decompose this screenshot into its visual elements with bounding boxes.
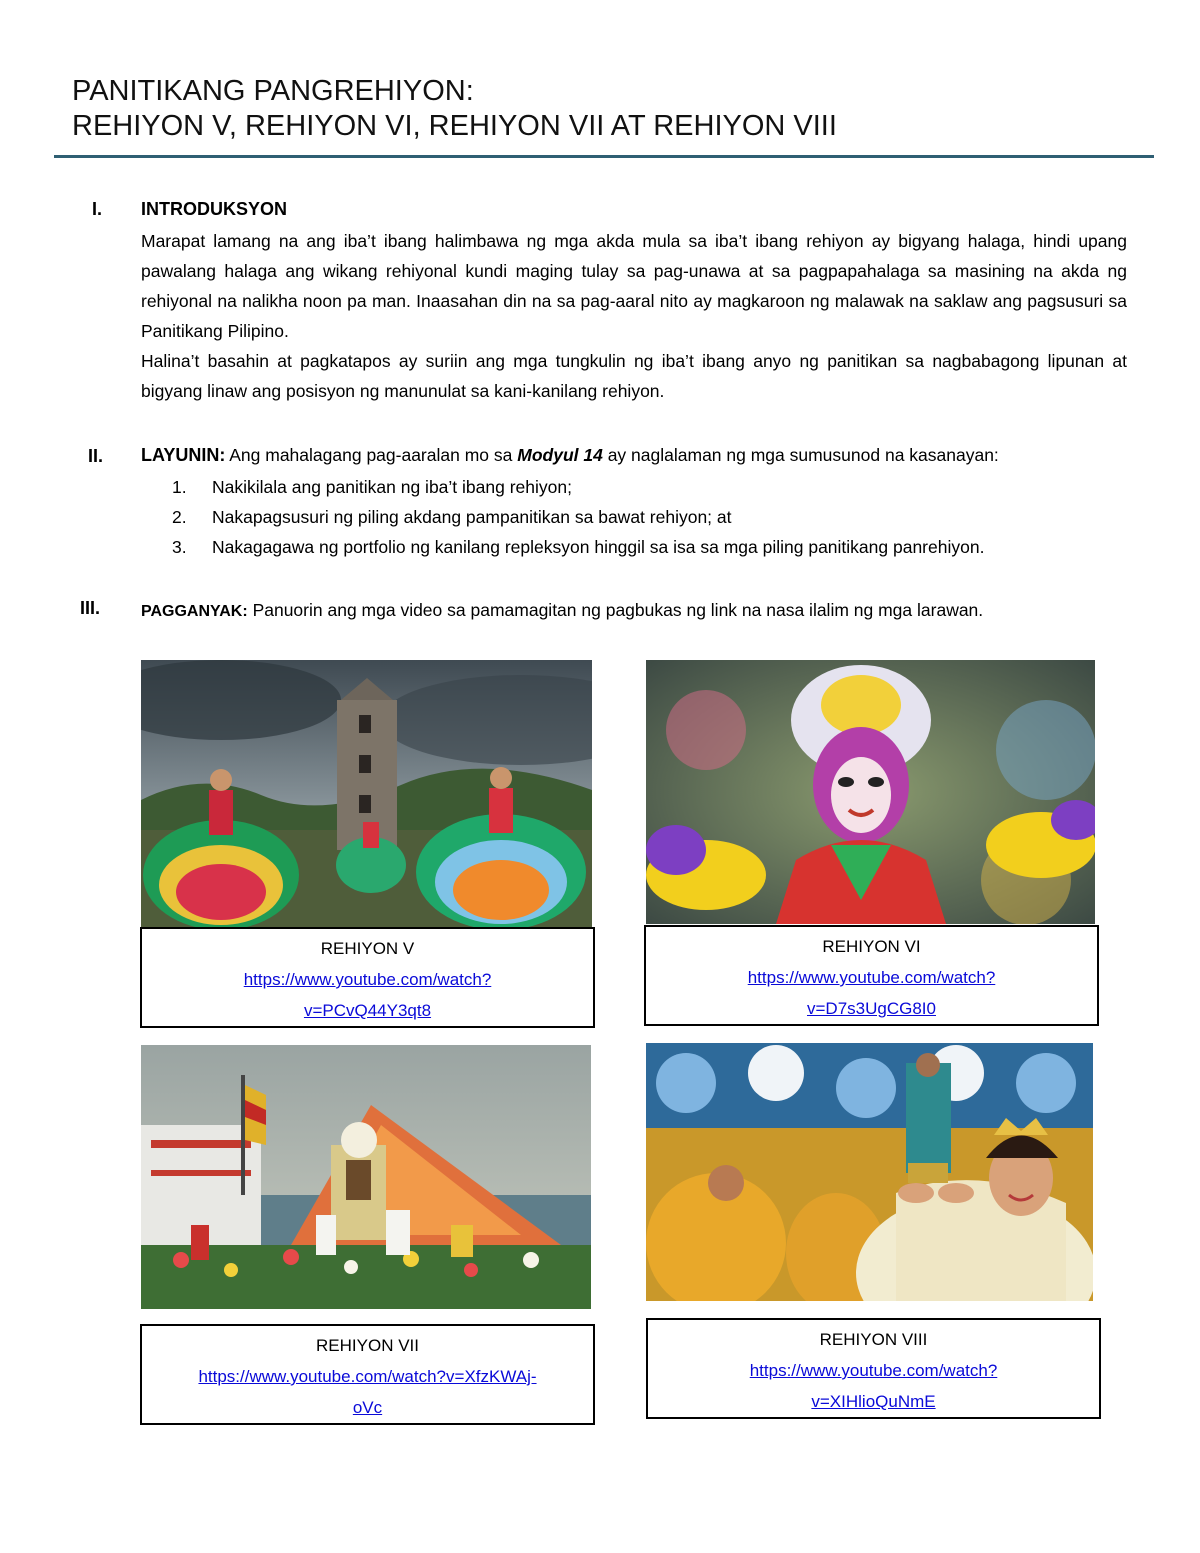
section-3-number: III. [80, 598, 101, 618]
objectives-intro-b: ay naglalaman ng mga sumusunod na kasanayan: [607, 445, 999, 465]
section-2-number: II. [88, 446, 104, 466]
region-label: REHIYON VII [316, 1336, 419, 1355]
section-1-number: I. [92, 199, 103, 219]
list-item-text: Nakikilala ang panitikan ng iba’t ibang rehiyon; [212, 477, 572, 497]
section-3-heading: PAGGANYAK: [141, 603, 248, 620]
title-line-1: PANITIKANG PANGREHIYON: [72, 75, 474, 107]
section-1-heading: INTRODUKSYON [141, 199, 288, 219]
video-link-continuation[interactable]: v=D7s3UgCG8I0 [807, 999, 936, 1018]
module-name: Modyul 14 [517, 445, 603, 465]
video-link[interactable]: https://www.youtube.com/watch? [749, 1361, 998, 1380]
page-title [72, 74, 837, 144]
video-link[interactable]: https://www.youtube.com/watch? [747, 968, 996, 987]
title-line-2: REHIYON V, REHIYON VI, REHIYON VII AT REHIYON VIII [72, 110, 837, 142]
list-item [172, 537, 984, 558]
caption-box-rehiyon-vi [644, 925, 1099, 1026]
caption-box-rehiyon-viii [646, 1318, 1101, 1419]
objectives-intro-a: Ang mahalagang pag-aaralan mo sa [229, 445, 513, 465]
region-label: REHIYON VIII [819, 1330, 928, 1349]
caption-box-rehiyon-v [140, 927, 595, 1028]
intro-paragraph-1: Marapat lamang na ang iba’t ibang halimbawa ng mga akda mula sa iba’t ibang rehiyon ay bigyang halaga, hindi upang pawalang halaga ang wikang rehiyonal kundi maging tulay sa pag-unawa at sa pagpapahalaga sa masining na akda ng rehiyonal na nalikha noon pa man. Inaasahan din na sa pag-aaral nito ay magkaroon ng malawak na saklaw ang pagsusuri sa Panitikang Pilipino. [141, 231, 1127, 341]
caption-box-rehiyon-vii [140, 1324, 595, 1425]
video-link[interactable]: https://www.youtube.com/watch? [243, 970, 492, 989]
photo-rehiyon-v [141, 660, 592, 928]
list-item-text: Nakagagawa ng portfolio ng kanilang repleksyon hinggil sa isa sa mga piling panitikang panrehiyon. [212, 537, 985, 557]
video-link[interactable]: https://www.youtube.com/watch?v=XfzKWAj- [198, 1367, 537, 1386]
video-link-continuation[interactable]: v=XIHlioQuNmE [811, 1392, 936, 1411]
title-divider [54, 155, 1154, 158]
section-2-heading: LAYUNIN: [141, 445, 226, 465]
video-link-continuation[interactable]: oVc [352, 1398, 383, 1417]
intro-paragraph-2: Halina’t basahin at pagkatapos ay suriin ang mga tungkulin ng iba’t ibang anyo ng panitikan sa nagbabagong lipunan at bigyang linaw ang posisyon ng manunulat sa kani-kanilang rehiyon. [141, 351, 1127, 401]
region-label: REHIYON V [320, 939, 415, 958]
motivation-text: Panuorin ang mga video sa pamamagitan ng pagbukas ng link na nasa ilalim ng mga larawan. [252, 600, 984, 620]
motivation-line [141, 600, 983, 621]
list-item-text: Nakapagsusuri ng piling akdang pampanitikan sa bawat rehiyon; at [212, 507, 732, 527]
photo-rehiyon-viii [646, 1043, 1093, 1301]
photo-rehiyon-vii [141, 1045, 591, 1309]
list-item-number: 3. [172, 537, 187, 557]
list-item-number: 1. [172, 477, 187, 497]
photo-rehiyon-vi [646, 660, 1095, 924]
video-link-continuation[interactable]: v=PCvQ44Y3qt8 [303, 1001, 432, 1020]
list-item-number: 2. [172, 507, 187, 527]
region-label: REHIYON VI [822, 937, 921, 956]
list-item [172, 507, 732, 528]
objectives-line [141, 445, 999, 466]
list-item [172, 477, 572, 498]
